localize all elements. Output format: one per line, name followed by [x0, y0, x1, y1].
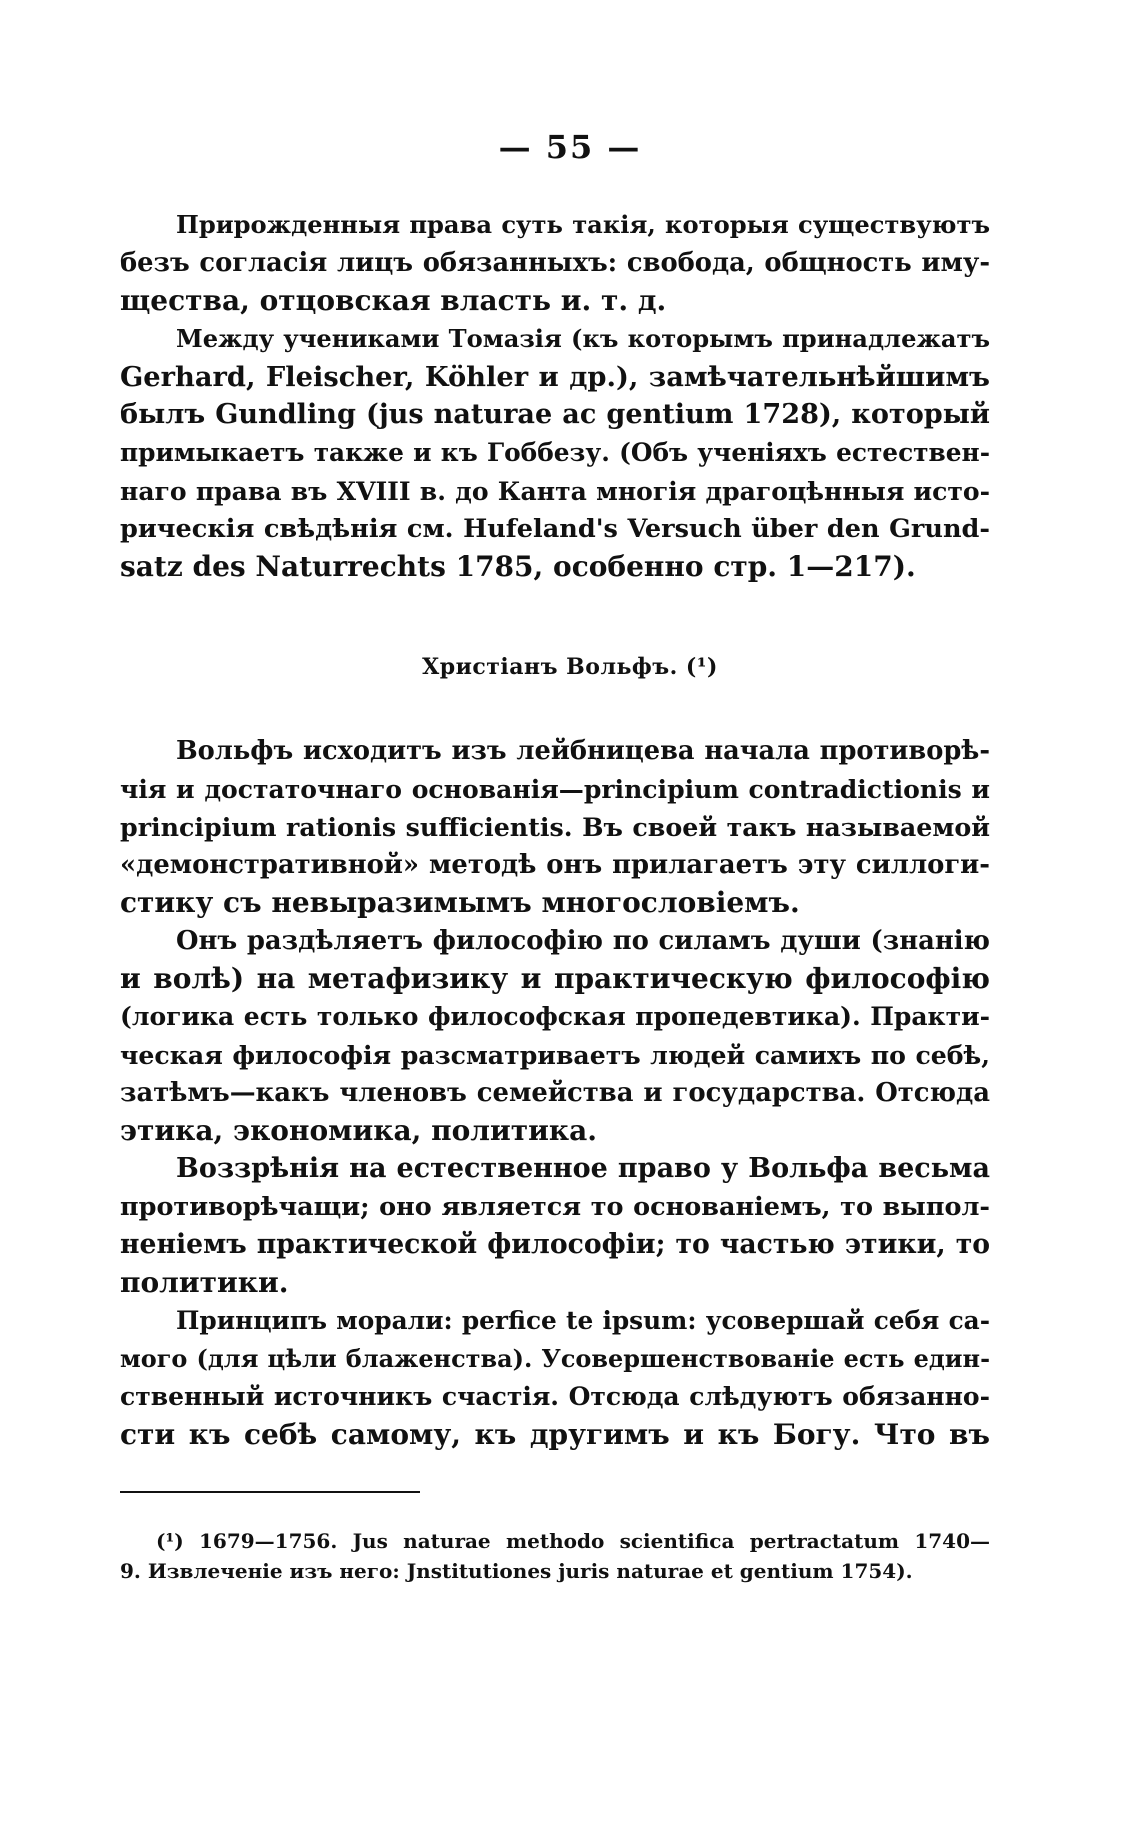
- text-line: Онъ раздѣляетъ философію по силамъ души (знанію: [176, 926, 990, 956]
- footnote-line: (¹) 1679—1756. Jus naturae methodo scientifica pertractatum 1740—: [156, 1529, 990, 1553]
- text-line: стику съ невыразимымъ многословіемъ.: [120, 886, 800, 919]
- text-line: мого (для цѣли блаженства). Усовершенствованіе есть един-: [120, 1345, 990, 1373]
- paragraph-4: [120, 922, 990, 1150]
- text-line: неніемъ практической философіи; то частью этики, то: [120, 1229, 990, 1260]
- paragraph-5: [120, 1150, 990, 1302]
- text-line: «демонстративной» методѣ онъ прилагаетъ эту силлоги-: [120, 850, 990, 880]
- text-line: примыкаетъ также и къ Гоббезу. (Объ ученіяхъ естествен-: [120, 438, 990, 467]
- section-heading: Христіанъ Вольфъ. (¹): [422, 654, 718, 680]
- paragraph-3: [120, 732, 990, 922]
- footnote: [120, 1526, 990, 1586]
- text-line: Прирожденныя права суть такія, которыя существуютъ: [176, 210, 990, 239]
- paragraph-1: [120, 206, 990, 320]
- text-line: противорѣчащи; оно является то основаніемъ, то выпол-: [120, 1192, 990, 1222]
- text-line: Вольфъ исходитъ изъ лейбницева начала противорѣ-: [176, 736, 990, 766]
- footnote-line: 9. Извлеченіе изъ него: Jnstitutiones juris naturae et gentium 1754).: [120, 1559, 913, 1583]
- footnote-divider: [120, 1491, 420, 1493]
- text-line: чія и достаточнаго основанія—principium contradictionis и: [120, 774, 990, 804]
- text-line: рическія свѣдѣнія см. Hufeland's Versuch über den Grund-: [120, 514, 990, 544]
- text-line: Воззрѣнія на естественное право у Вольфа весьма: [176, 1153, 990, 1184]
- text-line: satz des Naturrechts 1785, особенно стр. 1—217).: [120, 550, 916, 583]
- text-line: principium rationis sufficientis. Въ своей такъ называемой: [120, 812, 990, 842]
- text-line: безъ согласія лицъ обязанныхъ: свобода, общность иму-: [120, 248, 990, 278]
- text-line: былъ Gundling (jus naturae ac gentium 1728), который: [120, 399, 990, 430]
- text-line: Gerhard, Fleischer, Köhler и др.), замѣчательнѣйшимъ: [120, 361, 990, 393]
- text-line: затѣмъ—какъ членовъ семейства и государства. Отсюда: [120, 1078, 990, 1108]
- page-number: — 55 —: [498, 128, 642, 166]
- paragraph-2: [120, 320, 990, 586]
- text-line: ственный источникъ счастія. Отсюда слѣдуютъ обязанно-: [120, 1382, 990, 1411]
- paragraph-6: [120, 1302, 990, 1454]
- text-line: (логика есть только философская пропедевтика). Практи-: [120, 1002, 990, 1031]
- text-line: ческая философія разсматриваетъ людей самихъ по себѣ,: [120, 1040, 990, 1070]
- text-line: Принципъ морали: perfice te ipsum: усовершай себя са-: [176, 1306, 990, 1335]
- text-line: щества, отцовская власть и. т. д.: [120, 284, 667, 317]
- text-line: наго права въ XVIII в. до Канта многія драгоцѣнныя исто-: [120, 476, 990, 506]
- text-line: Между учениками Томазія (къ которымъ принадлежатъ: [176, 324, 990, 353]
- text-line: сти къ себѣ самому, къ другимъ и къ Богу. Что въ: [120, 1418, 990, 1451]
- text-line: этика, экономика, политика.: [120, 1114, 597, 1147]
- text-line: политики.: [120, 1266, 289, 1299]
- text-line: и волѣ) на метафизику и практическую философію: [120, 962, 990, 995]
